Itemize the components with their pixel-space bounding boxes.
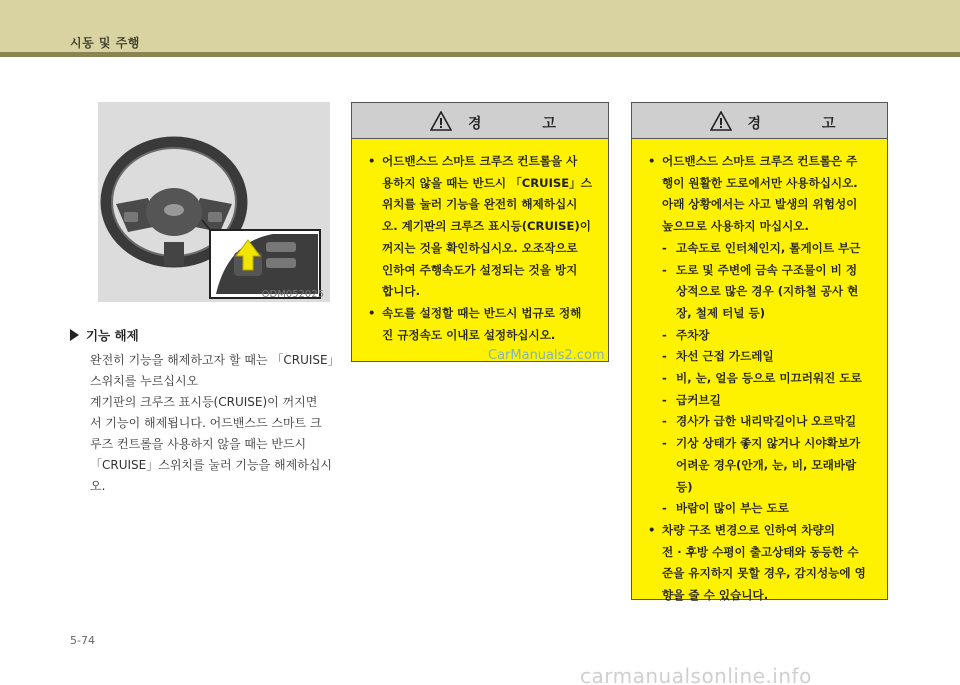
steering-wheel-figure <box>98 102 330 302</box>
watermark-text: CarManuals2.com <box>488 348 605 363</box>
warning-line: - 주차장 <box>676 327 710 342</box>
warning-bullet <box>366 303 594 346</box>
warning-line: 준을 유지하지 못할 경우, 감지성능에 영 <box>662 566 866 581</box>
footer-site-watermark: carmanualsonline.info <box>580 664 812 685</box>
warning-dash-item <box>646 433 873 498</box>
warning-box-middle <box>351 102 609 362</box>
warning-bullet <box>646 151 873 238</box>
warning-dash-item <box>646 411 873 433</box>
warning-line: • 차량 구조 변경으로 인하여 차량의 <box>662 522 835 537</box>
warning-line: 합니다. <box>382 284 421 299</box>
warning-triangle-icon <box>430 111 452 131</box>
warning-line: 상적으로 많은 경우 (지하철 공사 현 <box>676 284 859 299</box>
warning-line: - 기상 상태가 좋지 않거나 시야확보가 <box>676 436 861 451</box>
figure-code: ODM052025 <box>261 289 324 300</box>
warning-body <box>632 139 887 607</box>
warning-header <box>352 103 608 139</box>
warning-dash-item <box>646 238 873 260</box>
warning-line: • 어드밴스드 스마트 크루즈 컨트롤을 사 <box>382 154 578 168</box>
warning-line: 진 규정속도 이내로 설정하십시오. <box>382 327 556 342</box>
warning-bullet <box>366 151 594 303</box>
warning-line: - 급커브길 <box>676 392 721 407</box>
warning-line: - 바람이 많이 부는 도로 <box>676 501 789 516</box>
body-line: 「CRUISE」스위치를 눌러 기능을 해제하십시오. <box>90 458 332 493</box>
warning-line: - 경사가 급한 내리막길이나 오르막길 <box>676 414 857 429</box>
body-line: 서 기능이 해제됩니다. 어드밴스드 스마트 크 <box>90 416 322 430</box>
warning-header <box>632 103 887 139</box>
body-line: 스위치를 누르십시오 <box>90 374 199 388</box>
body-line: 루즈 컨트롤을 사용하지 않을 때는 반드시 <box>90 437 307 451</box>
warning-line: • 어드밴스드 스마트 크루즈 컨트롤은 주 <box>662 154 858 168</box>
warning-line: 장, 철제 터널 등) <box>676 305 766 320</box>
warning-line: - 고속도로 인터체인지, 톨게이트 부근 <box>676 240 861 255</box>
warning-title: 경 고 <box>468 116 584 132</box>
warning-line: 꺼지는 것을 확인하십시오. 오조작으로 <box>382 240 578 255</box>
warning-bullet <box>646 520 873 607</box>
body-line: 완전히 기능을 해제하고자 할 때는 「CRUISE」 <box>90 353 340 367</box>
warning-triangle-icon <box>710 111 732 131</box>
warning-line: 높으므로 사용하지 마십시오. <box>662 219 809 234</box>
warning-dash-item <box>646 260 873 325</box>
section-title-text: 기능 해제 <box>86 328 139 343</box>
warning-dash-item <box>646 368 873 390</box>
warning-box-right <box>631 102 888 603</box>
warning-line: 행이 원활한 도로에서만 사용하십시오. <box>662 175 858 190</box>
header-rule <box>0 52 960 57</box>
page-number: 5-74 <box>70 634 95 647</box>
section-body <box>90 350 340 497</box>
warning-dash-item <box>646 346 873 368</box>
warning-line: - 차선 근접 가드레일 <box>676 349 774 364</box>
warning-dash-item <box>646 325 873 347</box>
warning-line: 향을 줄 수 있습니다. <box>662 588 769 603</box>
warning-line: 어려운 경우(안개, 눈, 비, 모래바람 등) <box>676 457 857 494</box>
warning-dash-item <box>646 498 873 520</box>
warning-line: - 도로 및 주변에 금속 구조물이 비 정 <box>676 262 858 277</box>
body-line: 계기판의 크루즈 표시등(CRUISE)이 꺼지면 <box>90 395 318 409</box>
page-header-title: 시동 및 주행 <box>70 36 140 50</box>
triangle-right-icon <box>70 329 79 341</box>
section-title <box>70 326 139 344</box>
steering-wheel-illustration <box>98 102 330 302</box>
warning-dash-item <box>646 390 873 412</box>
warning-line: 전 · 후방 수평이 출고상태와 동등한 수 <box>662 544 859 559</box>
header-band <box>0 0 960 52</box>
warning-line: • 속도를 설정할 때는 반드시 법규로 정해 <box>382 305 582 320</box>
warning-body <box>352 139 608 346</box>
warning-line: 인하여 주행속도가 설정되는 것을 방지 <box>382 262 578 277</box>
warning-line: 용하지 않을 때는 반드시 「CRUISE」스 <box>382 175 592 190</box>
warning-line: - 비, 눈, 얼음 등으로 미끄러워진 도로 <box>676 371 862 386</box>
warning-line: 아래 상황에서는 사고 발생의 위험성이 <box>662 197 858 212</box>
warning-line: 위치를 눌러 기능을 완전히 해제하십시 <box>382 197 578 212</box>
warning-line: 오. 계기판의 크루즈 표시등(CRUISE)이 <box>382 219 591 234</box>
warning-title: 경 고 <box>747 116 864 132</box>
